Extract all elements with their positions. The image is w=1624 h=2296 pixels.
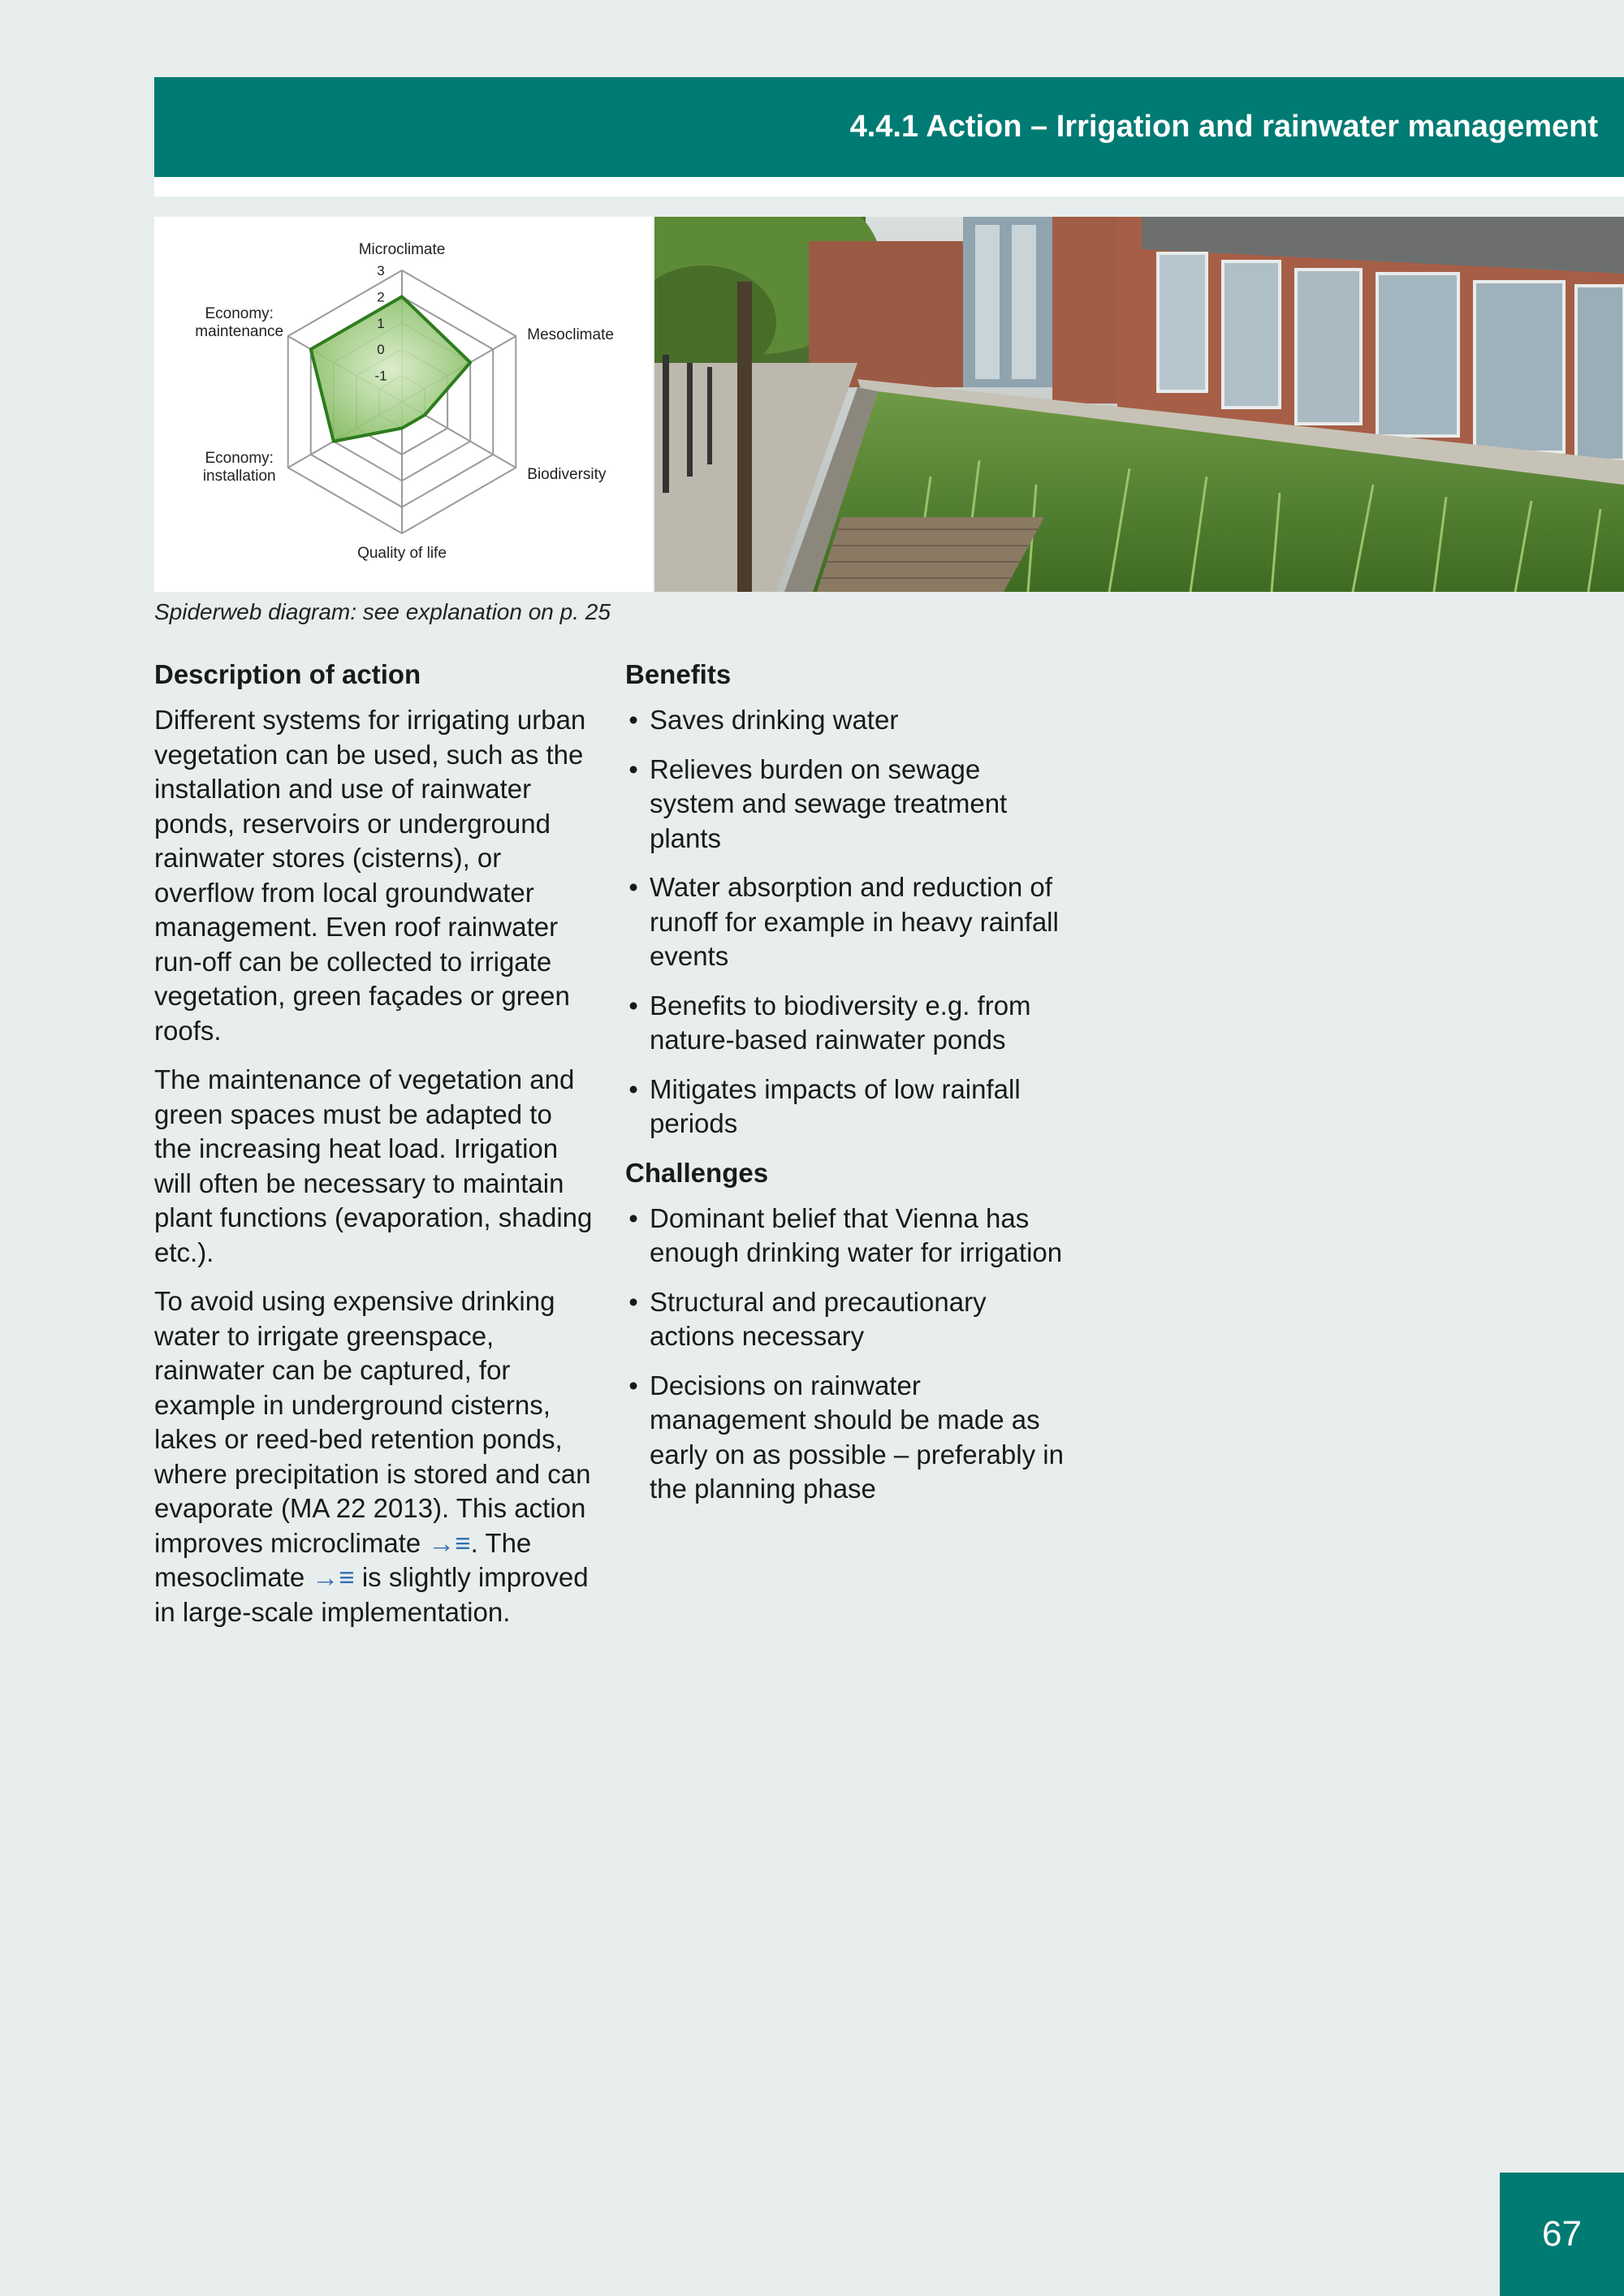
scale-label: 0 [377, 342, 385, 358]
bullet: • [628, 1073, 638, 1104]
list-item [625, 989, 1068, 1058]
bullet: • [628, 872, 638, 902]
scale-label: 2 [377, 289, 385, 305]
list-item [625, 870, 1068, 974]
paragraph-3-part-c: is slightly improved in large-scale implementation. [154, 1562, 589, 1627]
microclimate-xref-link[interactable]: →≡ [428, 1527, 471, 1558]
axis-label-line: Biodiversity [527, 466, 607, 483]
page-number: 67 [1542, 2214, 1582, 2254]
description-column [154, 658, 593, 1644]
benefits-challenges-column [625, 658, 1068, 1521]
description-heading: Description of action [154, 659, 421, 689]
axis-label-line: maintenance [195, 323, 284, 340]
axis-label [203, 450, 276, 485]
axis-label-line: installation [202, 468, 276, 485]
axis-label [359, 241, 446, 258]
axis-label [195, 305, 283, 340]
paragraph-3-part-b: . The mesoclimate [154, 1527, 532, 1592]
benefit-text: Relieves burden on sewage system and sewage treatment plants [650, 753, 1008, 853]
data-polygon [311, 296, 470, 441]
axis-label-line: Quality of life [357, 545, 447, 562]
list-item [625, 1072, 1068, 1142]
benefit-text: Water absorption and reduction of runoff for example in heavy rainfall events [650, 872, 1059, 971]
photo-illustration [654, 217, 1624, 592]
list-item [625, 703, 1068, 738]
bullet: • [628, 753, 638, 784]
header-strip [154, 177, 1624, 196]
list-item [625, 1202, 1068, 1271]
scale-label: 1 [377, 315, 385, 331]
axis-label-line: Economy: [205, 450, 274, 467]
challenges-list [625, 1202, 1068, 1507]
mesoclimate-xref-link[interactable]: →≡ [312, 1562, 355, 1592]
spiderweb-chart [154, 217, 653, 592]
list-item [625, 1285, 1068, 1354]
challenge-text: Dominant belief that Vienna has enough drinking water for irrigation [650, 1202, 1063, 1267]
bullet: • [628, 990, 638, 1021]
bullet: • [628, 1286, 638, 1317]
paragraph-3-part-a: To avoid using expensive drinking water to irrigate greenspace, rainwater can be captured, for example in underground cisterns, lakes or reed-bed retention ponds, where precipitation is stored and can evaporate (MA 22 2013). This action improves microclimate [154, 1286, 591, 1558]
axis-label [357, 545, 447, 562]
description-paragraph-2: The maintenance of vegetation and green spaces must be adapted to the increasing heat load. Irrigation will often be necessary to maintain plant functions (evaporation, shading etc.). [154, 1064, 593, 1267]
spiderweb-diagram [154, 217, 653, 592]
axis-label-line: Microclimate [358, 241, 446, 258]
scale-label: 3 [377, 263, 385, 278]
benefit-text: Benefits to biodiversity e.g. from nature-based rainwater ponds [650, 990, 1031, 1055]
challenge-text: Structural and precautionary actions necessary [650, 1286, 987, 1351]
description-paragraph-1: Different systems for irrigating urban vegetation can be used, such as the installation and use of rainwater ponds, reservoirs or underground rainwater stores (cisterns), or overflow from local groundwater management. Even roof rainwater run-off can be collected to irrigate vegetation, green façades or green roofs. [154, 705, 586, 1046]
axis-label-line: Economy: [205, 305, 274, 322]
axis-label-line: Mesoclimate [527, 326, 614, 343]
axis-label [527, 466, 607, 483]
benefits-list [625, 703, 1068, 1142]
scale-label: -1 [374, 368, 387, 384]
list-item [625, 1369, 1068, 1507]
benefit-text: Saves drinking water [650, 705, 899, 735]
figure-caption: Spiderweb diagram: see explanation on p. 25 [154, 599, 611, 624]
challenge-text: Decisions on rainwater management should be made as early on as possible – preferably in the planning phase [650, 1370, 1064, 1504]
header-band [154, 77, 1624, 177]
list-item [625, 753, 1068, 857]
page-title: 4.4.1 Action – Irrigation and rainwater management [849, 110, 1598, 144]
bullet: • [628, 1370, 638, 1400]
axis-label [527, 326, 614, 343]
page-number-box [1500, 2173, 1624, 2296]
challenges-heading: Challenges [625, 1157, 769, 1188]
benefits-heading: Benefits [625, 659, 732, 689]
courtyard-photo [654, 217, 1624, 592]
bullet: • [628, 705, 638, 735]
benefit-text: Mitigates impacts of low rainfall periods [650, 1073, 1021, 1138]
bullet: • [628, 1202, 638, 1233]
description-paragraph-3 [154, 1284, 593, 1629]
